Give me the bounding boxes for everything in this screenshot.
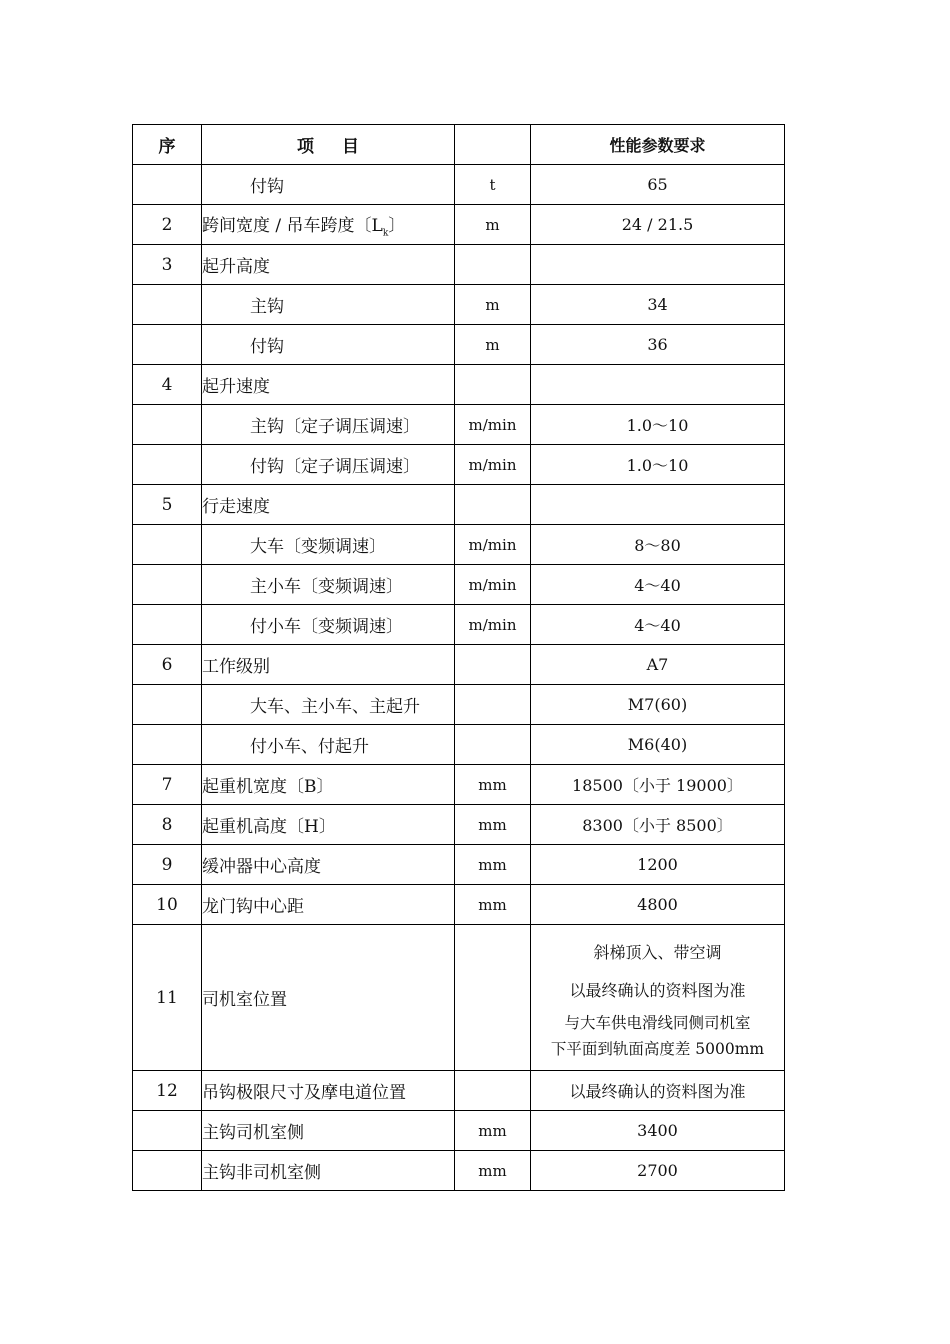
table-row xyxy=(133,1111,785,1151)
row-value: 3400 xyxy=(531,1111,785,1151)
row-value: 8～80 xyxy=(531,525,785,565)
row-no xyxy=(133,285,202,325)
table-row xyxy=(133,445,785,485)
row-no xyxy=(133,1111,202,1151)
row-item: 大车〔变频调速〕 xyxy=(202,525,455,565)
row-value: 18500〔小于 19000〕 xyxy=(531,765,785,805)
row-no xyxy=(133,725,202,765)
row-no xyxy=(133,605,202,645)
row-unit: mm xyxy=(455,1111,531,1151)
row-item: 付钩〔定子调压调速〕 xyxy=(202,445,455,485)
row-value xyxy=(531,365,785,405)
row-value: 4800 xyxy=(531,885,785,925)
row-item: 龙门钩中心距 xyxy=(202,885,455,925)
row-unit: m/min xyxy=(455,405,531,445)
row-item: 行走速度 xyxy=(202,485,455,525)
row-value: 34 xyxy=(531,285,785,325)
row-value: 4～40 xyxy=(531,605,785,645)
table-row xyxy=(133,1151,785,1191)
row-unit xyxy=(455,645,531,685)
row-value: 1200 xyxy=(531,845,785,885)
row-unit xyxy=(455,245,531,285)
table-row xyxy=(133,885,785,925)
table-row xyxy=(133,805,785,845)
table-row xyxy=(133,325,785,365)
row-value: 8300〔小于 8500〕 xyxy=(531,805,785,845)
row-unit xyxy=(455,365,531,405)
value-line: 下平面到轨面高度差 5000mm xyxy=(550,1039,765,1058)
row-unit: m xyxy=(455,205,531,245)
table-row xyxy=(133,365,785,405)
row-no: 3 xyxy=(133,245,202,285)
row-no: 10 xyxy=(133,885,202,925)
row-value xyxy=(531,245,785,285)
row-unit xyxy=(455,485,531,525)
header-unit xyxy=(455,125,531,165)
row-item: 主钩司机室侧 xyxy=(202,1111,455,1151)
row-value: M6(40) xyxy=(531,725,785,765)
row-value: 1.0～10 xyxy=(531,445,785,485)
row-unit: m/min xyxy=(455,445,531,485)
row-no xyxy=(133,525,202,565)
row-value: 以最终确认的资料图为准 xyxy=(531,1071,785,1111)
row-unit xyxy=(455,685,531,725)
table-row xyxy=(133,645,785,685)
table-row xyxy=(133,565,785,605)
header-no: 序 xyxy=(133,125,202,165)
table-row xyxy=(133,245,785,285)
row-unit: mm xyxy=(455,765,531,805)
table-row xyxy=(133,845,785,885)
table-row xyxy=(133,405,785,445)
row-value: M7(60) xyxy=(531,685,785,725)
row-unit: mm xyxy=(455,1151,531,1191)
crane-spec-table xyxy=(132,124,785,1191)
row-value: 65 xyxy=(531,165,785,205)
table-row xyxy=(133,725,785,765)
row-unit: mm xyxy=(455,845,531,885)
row-unit: m/min xyxy=(455,525,531,565)
row-no xyxy=(133,1151,202,1191)
table-row xyxy=(133,765,785,805)
row-no: 5 xyxy=(133,485,202,525)
row-item: 主钩 xyxy=(202,285,455,325)
table-row xyxy=(133,1071,785,1111)
row-item: 主钩〔定子调压调速〕 xyxy=(202,405,455,445)
table-row xyxy=(133,485,785,525)
table-row xyxy=(133,685,785,725)
row-unit: mm xyxy=(455,805,531,845)
header-item: 项 目 xyxy=(202,125,455,165)
row-item: 起升速度 xyxy=(202,365,455,405)
table-header-row xyxy=(133,125,785,165)
row-no xyxy=(133,405,202,445)
table-row xyxy=(133,605,785,645)
row-unit: mm xyxy=(455,885,531,925)
row-value: 1.0～10 xyxy=(531,405,785,445)
value-line: 斜梯顶入、带空调 xyxy=(593,942,722,962)
row-unit: m/min xyxy=(455,565,531,605)
row-value: 2700 xyxy=(531,1151,785,1191)
row-item: 缓冲器中心高度 xyxy=(202,845,455,885)
row-unit: m/min xyxy=(455,605,531,645)
table-row xyxy=(133,285,785,325)
row-no: 2 xyxy=(133,205,202,245)
row-no xyxy=(133,685,202,725)
row-no xyxy=(133,165,202,205)
row-item: 付小车〔变频调速〕 xyxy=(202,605,455,645)
row-item: 吊钩极限尺寸及摩电道位置 xyxy=(202,1071,455,1111)
value-line: 以最终确认的资料图为准 xyxy=(569,980,746,1000)
value-line: 与大车供电滑线同侧司机室 xyxy=(564,1013,751,1032)
row-item: 跨间宽度 / 吊车跨度〔$L_k$〕 xyxy=(202,205,455,245)
row-unit xyxy=(455,1071,531,1111)
row-no: 8 xyxy=(133,805,202,845)
row-item: 大车、主小车、主起升 xyxy=(202,685,455,725)
row-value xyxy=(531,925,785,1071)
row-no: 6 xyxy=(133,645,202,685)
header-value: 性能参数要求 xyxy=(531,125,785,165)
row-item: 付钩 xyxy=(202,325,455,365)
row-unit: m xyxy=(455,325,531,365)
row-value: A7 xyxy=(531,645,785,685)
row-no: 9 xyxy=(133,845,202,885)
row-item: 起重机高度〔H〕 xyxy=(202,805,455,845)
row-value xyxy=(531,485,785,525)
row-item: 主钩非司机室侧 xyxy=(202,1151,455,1191)
row-value: 24 / 21.5 xyxy=(531,205,785,245)
row-item: 司机室位置 xyxy=(202,925,455,1071)
row-value: 36 xyxy=(531,325,785,365)
row-item: 主小车〔变频调速〕 xyxy=(202,565,455,605)
row-unit: m xyxy=(455,285,531,325)
table-row xyxy=(133,525,785,565)
row-no: 11 xyxy=(133,925,202,1071)
row-unit xyxy=(455,725,531,765)
row-item: 工作级别 xyxy=(202,645,455,685)
row-item: 起重机宽度〔B〕 xyxy=(202,765,455,805)
table-row xyxy=(133,925,785,1071)
row-item: 付钩 xyxy=(202,165,455,205)
row-no: 12 xyxy=(133,1071,202,1111)
table-row xyxy=(133,205,785,245)
row-no xyxy=(133,445,202,485)
row-no xyxy=(133,565,202,605)
row-no: 4 xyxy=(133,365,202,405)
row-no xyxy=(133,325,202,365)
table-row xyxy=(133,165,785,205)
row-unit: t xyxy=(455,165,531,205)
row-item: 起升高度 xyxy=(202,245,455,285)
row-value: 4～40 xyxy=(531,565,785,605)
row-item: 付小车、付起升 xyxy=(202,725,455,765)
row-no: 7 xyxy=(133,765,202,805)
row-unit xyxy=(455,925,531,1071)
